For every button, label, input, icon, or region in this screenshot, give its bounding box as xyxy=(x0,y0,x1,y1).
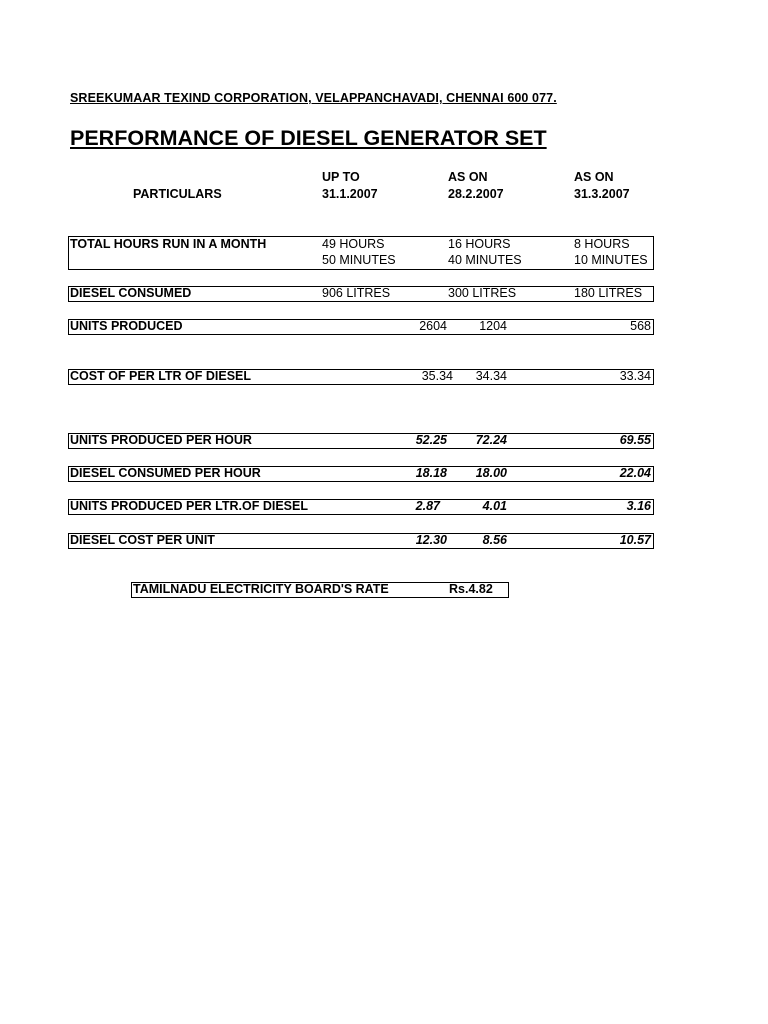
row-cost-per-litre xyxy=(68,369,654,385)
row-value-col2: 72.24 xyxy=(475,433,507,447)
value-line: 40 MINUTES xyxy=(448,253,522,267)
row-value-col2: 34.34 xyxy=(475,369,507,383)
header-col3-line1: AS ON xyxy=(574,170,614,184)
header-particulars: PARTICULARS xyxy=(133,187,222,201)
row-diesel-per-hour xyxy=(68,466,654,482)
row-value-col1: 2604 xyxy=(419,319,447,333)
value-line: 16 HOURS xyxy=(448,237,511,251)
value-line: 8 HOURS xyxy=(574,237,630,251)
row-value-col1: 2.87 xyxy=(415,499,440,513)
row-value-col3: 3.16 xyxy=(626,499,651,513)
row-label: UNITS PRODUCED PER HOUR xyxy=(70,433,252,447)
row-value-col1 xyxy=(322,236,396,268)
header-col1-line1: UP TO xyxy=(322,170,360,184)
row-label: DIESEL CONSUMED xyxy=(70,286,192,300)
row-value-col3: 69.55 xyxy=(619,433,651,447)
row-value-col3: 180 LITRES xyxy=(574,286,643,300)
row-value-col1: 35.34 xyxy=(421,369,453,383)
row-value-col3: 10.57 xyxy=(619,533,651,547)
header-col3 xyxy=(574,169,630,203)
value-line: 10 MINUTES xyxy=(574,253,648,267)
header-col1-line2: 31.1.2007 xyxy=(322,187,378,201)
row-total-hours xyxy=(68,236,654,270)
header-col1 xyxy=(322,169,378,203)
tneb-rate-value: Rs.4.82 xyxy=(449,582,493,596)
row-value-col1: 906 LITRES xyxy=(322,286,391,300)
tneb-rate-label: TAMILNADU ELECTRICITY BOARD'S RATE xyxy=(133,582,389,596)
page-title: PERFORMANCE OF DIESEL GENERATOR SET xyxy=(70,126,547,150)
row-value-col1: 12.30 xyxy=(415,533,447,547)
row-value-col3 xyxy=(574,236,648,268)
row-value-col2: 4.01 xyxy=(482,499,507,513)
row-value-col2: 8.56 xyxy=(482,533,507,547)
value-line: 49 HOURS xyxy=(322,237,385,251)
row-value-col1: 18.18 xyxy=(415,466,447,480)
company-name: SREEKUMAAR TEXIND CORPORATION, VELAPPANCHAVADI, CHENNAI 600 077. xyxy=(70,91,557,105)
tneb-rate-box xyxy=(131,582,509,598)
row-units-per-litre xyxy=(68,499,654,515)
row-label: DIESEL CONSUMED PER HOUR xyxy=(70,466,261,480)
row-label: COST OF PER LTR OF DIESEL xyxy=(70,369,252,383)
row-cost-per-unit xyxy=(68,533,654,549)
row-value-col3: 33.34 xyxy=(619,369,651,383)
row-value-col2: 18.00 xyxy=(475,466,507,480)
value-line: 50 MINUTES xyxy=(322,253,396,267)
row-value-col2: 1204 xyxy=(479,319,507,333)
row-diesel-consumed xyxy=(68,286,654,302)
header-col2-line2: 28.2.2007 xyxy=(448,187,504,201)
header-col2 xyxy=(448,169,504,203)
row-label: UNITS PRODUCED PER LTR.OF DIESEL xyxy=(70,499,308,513)
row-value-col1: 52.25 xyxy=(415,433,447,447)
row-value-col3: 568 xyxy=(630,319,651,333)
header-col2-line1: AS ON xyxy=(448,170,488,184)
row-label: DIESEL COST PER UNIT xyxy=(70,533,215,547)
row-value-col3: 22.04 xyxy=(619,466,651,480)
row-value-col2 xyxy=(448,236,522,268)
row-value-col2: 300 LITRES xyxy=(448,286,517,300)
header-col3-line2: 31.3.2007 xyxy=(574,187,630,201)
row-label: TOTAL HOURS RUN IN A MONTH xyxy=(70,237,267,251)
row-units-per-hour xyxy=(68,433,654,449)
row-label: UNITS PRODUCED xyxy=(70,319,183,333)
row-units-produced xyxy=(68,319,654,335)
